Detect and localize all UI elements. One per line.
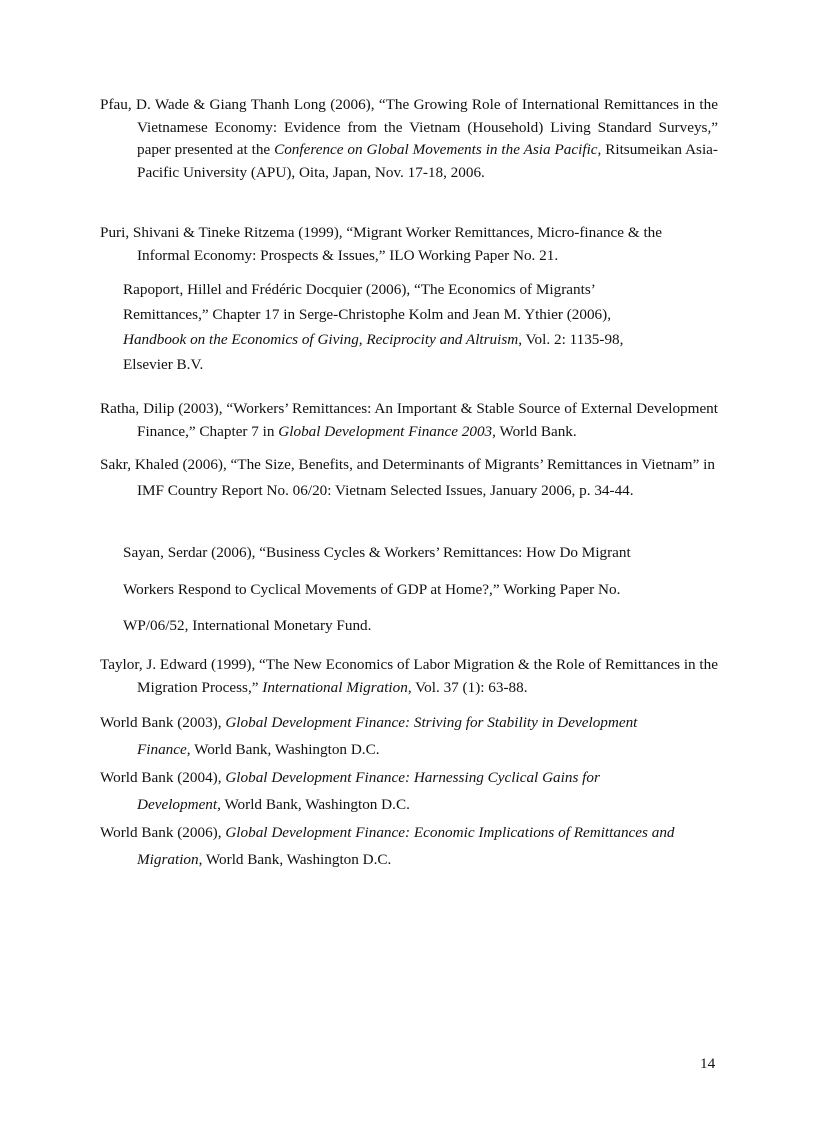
reference-text: Ratha, Dilip (2003), “Workers’ Remittances: An Important & Stable Source of External Development Finance,” Chapter 7 in [100, 400, 718, 440]
reference-text: World Bank (2003), [100, 714, 226, 731]
reference-pfau [100, 94, 718, 184]
reference-text: , Ritsumeikan Asia-Pacific University (APU), Oita, Japan, Nov. 17-18, 2006. [137, 141, 718, 181]
reference-line [123, 327, 683, 352]
reference-text: World Bank (2006), [100, 824, 226, 841]
reference-italic: Conference on Global Movements in the Asia Pacific [274, 141, 598, 159]
reference-text: , World Bank. [492, 422, 577, 440]
reference-text: , World Bank, Washington D.C. [198, 851, 392, 868]
reference-line: Sayan, Serdar (2006), “Business Cycles & Workers’ Remittances: How Do Migrant [123, 544, 631, 561]
reference-text: Puri, Shivani & Tineke Ritzema (1999), “Migrant Worker Remittances, Micro-finance & the Informal Economy: Prospects & Issues,” ILO Working Paper No. 21. [100, 224, 663, 264]
reference-worldbank-2004 [100, 764, 660, 818]
reference-sakr [100, 452, 720, 504]
reference-text: , Vol. 2: 1135-98, [518, 331, 624, 348]
reference-line: Remittances,” Chapter 17 in Serge-Christophe Kolm and Jean M. Ythier (2006), [123, 306, 612, 323]
reference-italic: International Migration [262, 678, 408, 696]
reference-text: Sakr, Khaled (2006), “The Size, Benefits, and Determinants of Migrants’ Remittances in Vietnam” in IMF Country Report No. 06/20: Vietnam Selected Issues, January 2006, p. 34-44. [100, 456, 715, 499]
reference-line: WP/06/52, International Monetary Fund. [123, 617, 372, 634]
reference-worldbank-2006 [100, 819, 705, 873]
reference-puri [100, 222, 718, 267]
reference-sayan [123, 535, 683, 645]
reference-text: Pfau, D. Wade & Giang Thanh Long (2006), “The Growing Role of International Remittances in the Vietnamese Economy: Evidence from the Vietnam (Household) Living Standard Surveys,” paper presented at the [100, 96, 718, 159]
reference-text: Taylor, J. Edward (1999), “The New Economics of Labor Migration & the Role of Remittances in the Migration Process,” [100, 656, 718, 696]
reference-ratha [100, 398, 718, 443]
reference-text: World Bank (2004), [100, 769, 226, 786]
reference-italic: Handbook on the Economics of Giving, Reciprocity and Altruism [123, 331, 519, 348]
reference-text: , Vol. 37 (1): 63-88. [407, 678, 528, 696]
reference-italic: Global Development Finance: Striving for Stability in Development Finance [137, 714, 638, 758]
reference-line: Rapoport, Hillel and Frédéric Docquier (2006), “The Economics of Migrants’ [123, 281, 596, 298]
reference-text: , World Bank, Washington D.C. [186, 741, 380, 758]
reference-italic: Global Development Finance: Harnessing Cyclical Gains for Development [137, 769, 600, 813]
reference-text: , World Bank, Washington D.C. [217, 796, 410, 813]
reference-taylor [100, 654, 718, 699]
reference-line: Workers Respond to Cyclical Movements of GDP at Home?,” Working Paper No. [123, 580, 621, 598]
reference-line: Elsevier B.V. [123, 356, 204, 373]
page-number: 14 [700, 1055, 716, 1072]
reference-italic: Global Development Finance 2003 [278, 422, 493, 440]
reference-rapoport [123, 277, 683, 377]
reference-worldbank-2003 [100, 709, 690, 763]
reference-italic: Global Development Finance: Economic Implications of Remittances and Migration [137, 824, 675, 868]
